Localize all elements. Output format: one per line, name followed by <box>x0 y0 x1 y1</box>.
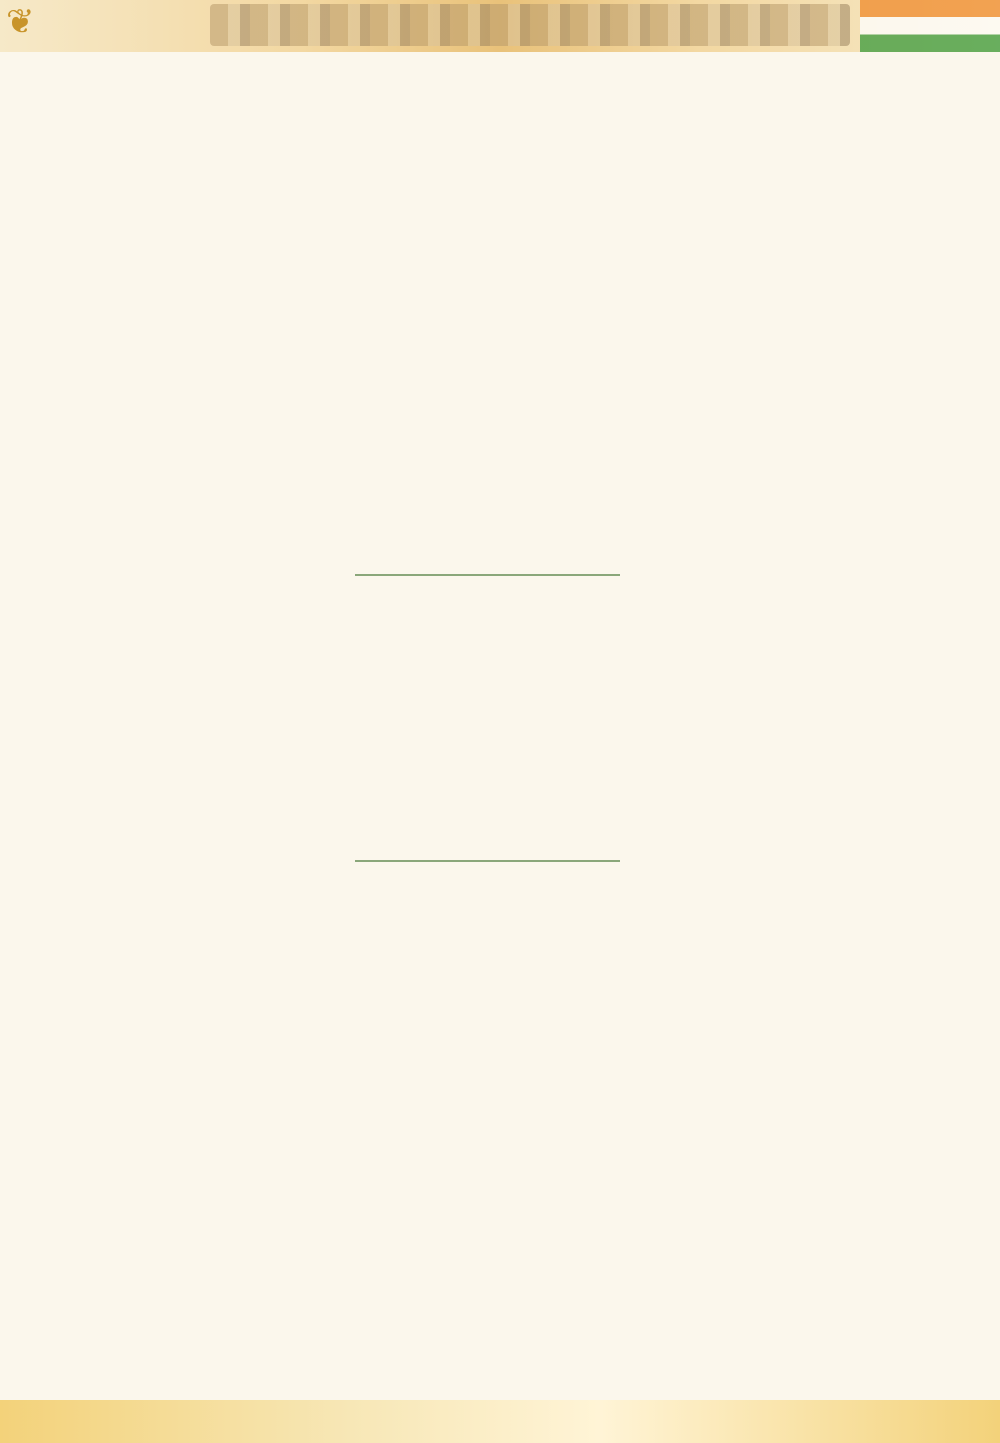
pull-quote-rule-bottom <box>355 860 620 862</box>
photo-muktibodh <box>508 1092 741 1352</box>
tricolor-accent <box>860 0 1000 52</box>
photo-renu <box>757 1092 990 1352</box>
ornament-icon: ❦ <box>6 2 35 42</box>
photo-amritlal-nagar <box>259 1092 492 1352</box>
photo-mahadevi-verma <box>259 63 492 321</box>
photo-nagarjun <box>10 1092 243 1352</box>
page-footer <box>0 1400 1000 1443</box>
pull-quote-rule-top <box>355 574 620 576</box>
photo-dinkar <box>508 63 741 321</box>
photo-agyeya <box>757 63 990 321</box>
header-banner <box>0 0 1000 52</box>
monument-strip <box>210 4 850 46</box>
photo-yashpal <box>10 63 243 321</box>
